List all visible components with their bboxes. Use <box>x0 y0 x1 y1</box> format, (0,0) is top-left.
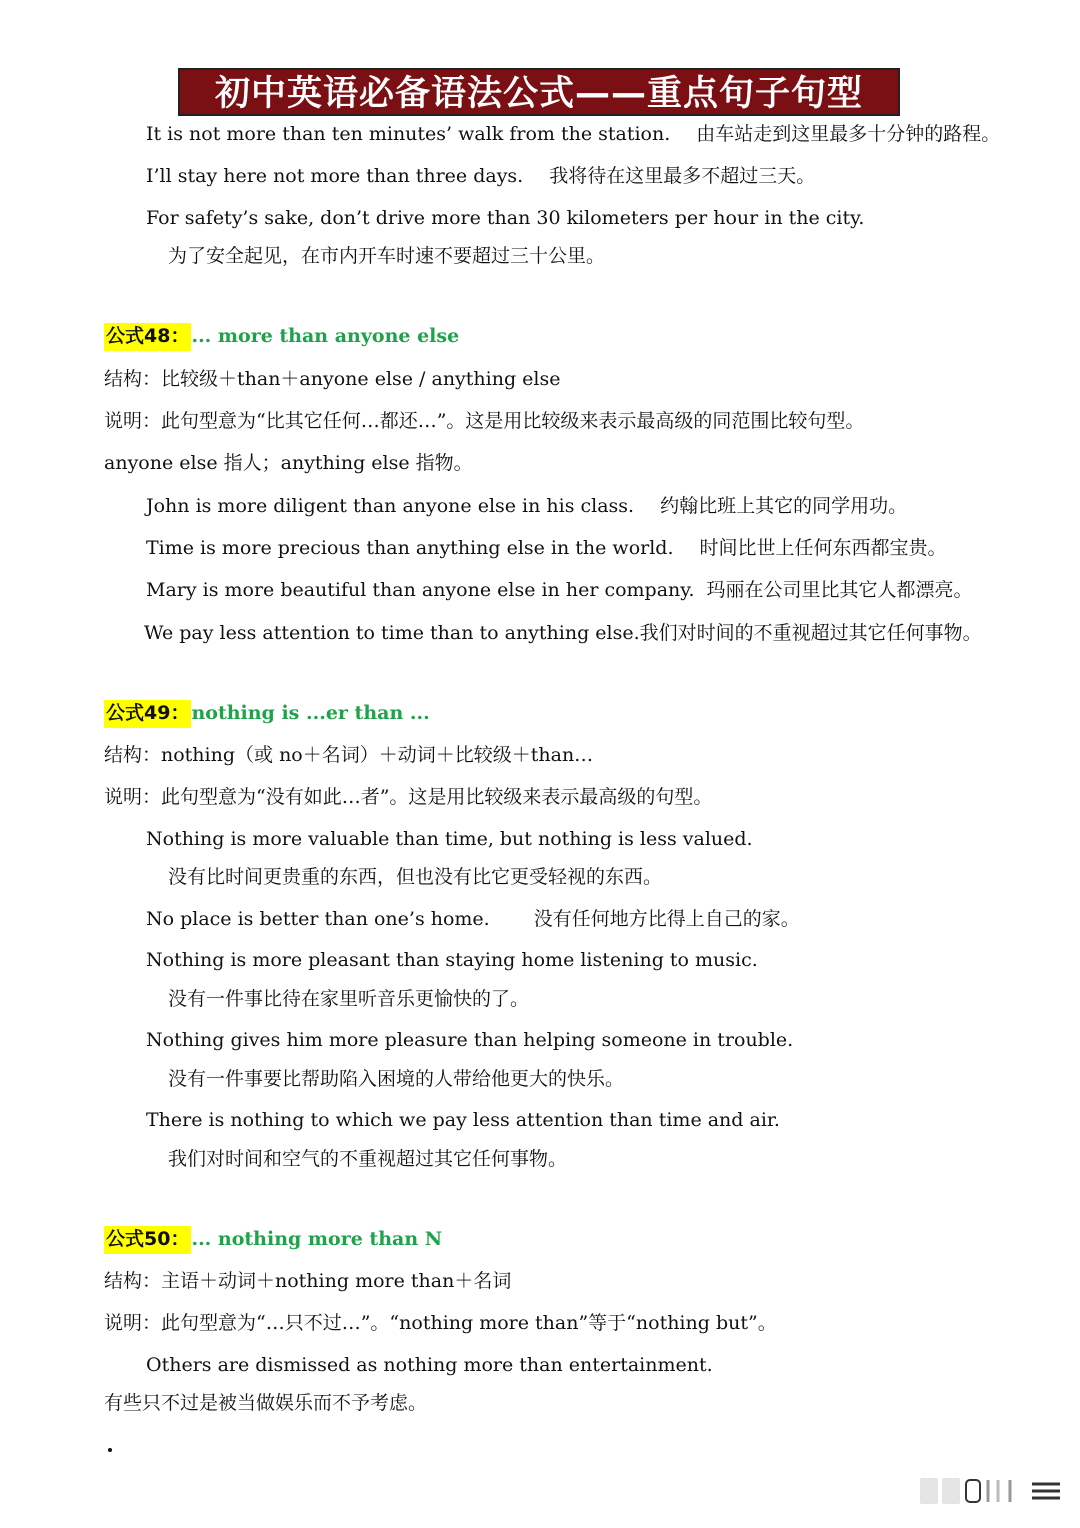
example-zh: 没有一件事比待在家里听音乐更愉快的了。 <box>168 988 530 1010</box>
formula-48-heading <box>104 322 459 350</box>
formula-pattern: ... more than anyone else <box>191 325 460 347</box>
example-zh: 玛丽在公司里比其它人都漂亮。 <box>706 579 973 601</box>
example-zh: 没有一件事要比帮助陷入困境的人带给他更大的快乐。 <box>168 1068 625 1090</box>
structure-line: 结构：nothing（或 no＋名词）＋动词＋比较级＋than… <box>104 744 594 766</box>
explanation-line: 说明：此句型意为“没有如此…者”。这是用比较级来表示最高级的句型。 <box>104 786 713 808</box>
example-zh: 我们对时间的不重视超过其它任何事物。 <box>639 622 982 644</box>
example-en: Nothing is more pleasant than staying home listening to music. <box>146 949 758 971</box>
explanation-line: 说明：此句型意为“比其它任何…都还…”。这是用比较级来表示最高级的同范围比较句型。 <box>104 410 865 432</box>
example-zh: 我们对时间和空气的不重视超过其它任何事物。 <box>168 1148 568 1170</box>
structure-line: 结构：比较级＋than＋anyone else / anything else <box>104 368 561 390</box>
example-row <box>144 620 982 646</box>
formula-label: 公式50： <box>104 1226 191 1254</box>
example-zh: 没有比时间更贵重的东西，但也没有比它更受轻视的东西。 <box>168 866 663 888</box>
example-row <box>146 121 1000 147</box>
formula-50-heading <box>104 1225 442 1253</box>
example-en: It is not more than ten minutes’ walk from the station. <box>146 123 671 145</box>
bullet-dot <box>108 1448 112 1452</box>
example-row <box>146 535 947 561</box>
example-en: Time is more precious than anything else in the world. <box>146 537 674 559</box>
menu-toolbar-icon[interactable] <box>920 1476 1070 1506</box>
explanation-line: 说明：此句型意为“…只不过…”。“nothing more than”等于“nothing but”。 <box>104 1312 777 1334</box>
example-en: Others are dismissed as nothing more than entertainment. <box>146 1354 713 1376</box>
example-en: No place is better than one’s home. <box>146 908 490 930</box>
page-title: 初中英语必备语法公式——重点句子句型 <box>178 68 900 116</box>
formula-pattern: nothing is ...er than ... <box>191 702 430 724</box>
example-zh: 有些只不过是被当做娱乐而不予考虑。 <box>104 1392 428 1414</box>
example-en: Nothing is more valuable than time, but nothing is less valued. <box>146 828 753 850</box>
formula-label: 公式49： <box>104 700 191 728</box>
explanation-line: anyone else 指人；anything else 指物。 <box>104 452 473 474</box>
example-en: For safety’s sake, don’t drive more than 30 kilometers per hour in the city. <box>146 207 865 229</box>
example-row <box>146 163 815 189</box>
example-row <box>146 493 907 519</box>
formula-label: 公式48： <box>104 323 191 351</box>
example-en: Nothing gives him more pleasure than helping someone in trouble. <box>146 1029 794 1051</box>
example-zh: 没有任何地方比得上自己的家。 <box>533 908 800 930</box>
example-en: Mary is more beautiful than anyone else in her company. <box>146 579 695 601</box>
example-en: We pay less attention to time than to anything else. <box>144 622 640 644</box>
example-en: John is more diligent than anyone else in his class. <box>146 495 635 517</box>
example-en: I’ll stay here not more than three days. <box>146 165 524 187</box>
example-zh: 为了安全起见，在市内开车时速不要超过三十公里。 <box>168 245 606 267</box>
example-zh: 约翰比班上其它的同学用功。 <box>660 495 908 517</box>
formula-pattern: ... nothing more than N <box>191 1228 443 1250</box>
example-en: There is nothing to which we pay less attention than time and air. <box>146 1109 780 1131</box>
example-zh: 我将待在这里最多不超过三天。 <box>549 165 816 187</box>
example-zh: 由车站走到这里最多十分钟的路程。 <box>696 123 1001 145</box>
example-row <box>146 906 800 932</box>
example-zh: 时间比世上任何东西都宝贵。 <box>699 537 947 559</box>
structure-line: 结构：主语＋动词＋nothing more than＋名词 <box>104 1270 512 1292</box>
example-row <box>146 577 973 603</box>
formula-49-heading <box>104 699 430 727</box>
